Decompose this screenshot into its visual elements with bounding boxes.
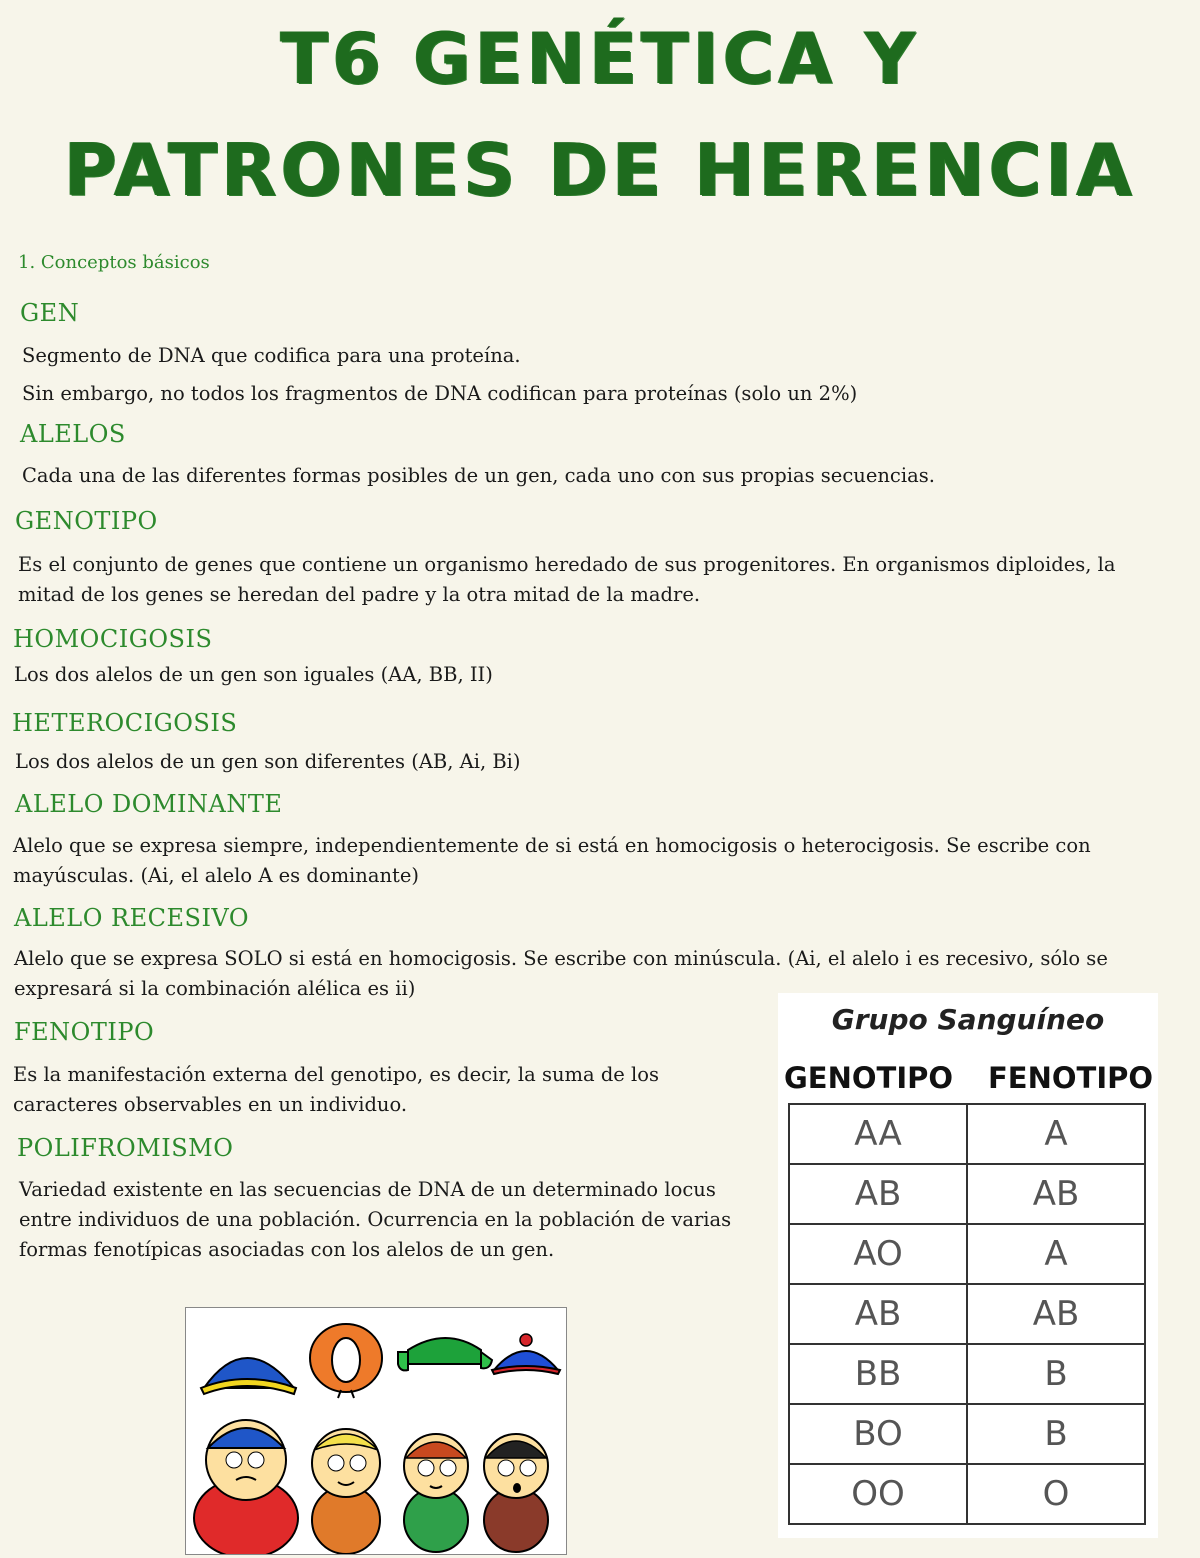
phenotype-cell: A — [967, 1224, 1145, 1284]
phenotype-cell: B — [967, 1344, 1145, 1404]
cartman-character-icon — [194, 1420, 298, 1554]
blood-group-grid — [788, 1103, 1146, 1525]
concept-text-alelos: Cada una de las diferentes formas posibles de un gen, cada uno con sus propias secuencias. — [22, 464, 935, 487]
phenotype-cell: A — [967, 1104, 1145, 1164]
phenotype-cell: O — [967, 1464, 1145, 1524]
concept-text-alelo-dominante: Alelo que se expresa siempre, independientemente de si está en homocigosis o heterocigosis. Se escribe con mayúsculas. (Ai, el alelo A es dominante) — [13, 834, 1091, 887]
concept-heading-alelos: ALELOS — [20, 420, 126, 448]
concept-heading-genotipo: GENOTIPO — [15, 507, 158, 535]
genotype-cell: AB — [789, 1164, 967, 1224]
concept-heading-polimorfismo: POLIFROMISMO — [17, 1134, 234, 1162]
blue-yellow-hat-icon — [201, 1358, 296, 1394]
concept-heading-fenotipo: FENOTIPO — [14, 1018, 155, 1046]
concept-heading-heterocigosis: HETEROCIGOSIS — [12, 709, 238, 737]
blue-red-hat-icon — [492, 1334, 560, 1374]
section-heading: 1. Conceptos básicos — [18, 252, 210, 273]
genotype-column-header: GENOTIPO — [784, 1061, 954, 1095]
table-row — [789, 1164, 1145, 1224]
table-row — [789, 1344, 1145, 1404]
genotype-cell: AO — [789, 1224, 967, 1284]
stan-character-icon — [484, 1434, 548, 1552]
blood-table-title: Grupo Sanguíneo — [831, 1003, 1105, 1036]
kyle-character-icon — [404, 1434, 468, 1552]
concept-text-homocigosis: Los dos alelos de un gen son iguales (AA, BB, II) — [14, 663, 493, 686]
table-row — [789, 1404, 1145, 1464]
butters-character-icon — [312, 1429, 380, 1554]
table-row — [789, 1104, 1145, 1164]
concept-heading-alelo-recesivo: ALELO RECESIVO — [14, 904, 250, 932]
concept-text-alelo-recesivo: Alelo que se expresa SOLO si está en homocigosis. Se escribe con minúscula. (Ai, el alelo i es recesivo, sólo se expresará si la combinación alélica es ii) — [14, 947, 1108, 1000]
table-row — [789, 1464, 1145, 1524]
concept-text-gen: Segmento de DNA que codifica para una proteína. Sin embargo, no todos los fragmentos de DNA codifican para proteínas (solo un 2%) — [22, 344, 858, 405]
phenotype-column-header: FENOTIPO — [988, 1061, 1154, 1095]
cartoon-hats-figure — [186, 1308, 566, 1554]
orange-hood-icon — [310, 1324, 382, 1398]
concept-heading-gen: GEN — [20, 299, 80, 327]
polymorphism-illustration — [185, 1307, 567, 1555]
concept-text-polimorfismo: Variedad existente en las secuencias de DNA de un determinado locus entre individuos de una población. Ocurrencia en la población de varias formas fenotípicas asociadas con los alelos de un gen. — [19, 1178, 732, 1261]
phenotype-cell: B — [967, 1404, 1145, 1464]
concept-text-genotipo: Es el conjunto de genes que contiene un organismo heredado de sus progenitores. En organismos diploides, la mitad de los genes se heredan del padre y la otra mitad de la madre. — [18, 553, 1116, 606]
concept-heading-alelo-dominante: ALELO DOMINANTE — [15, 790, 283, 818]
phenotype-cell: AB — [967, 1284, 1145, 1344]
green-hat-icon — [398, 1338, 492, 1370]
page-title-line2: PATRONES DE HERENCIA — [63, 128, 1137, 212]
blood-group-table — [778, 993, 1158, 1538]
concept-text-heterocigosis: Los dos alelos de un gen son diferentes (AB, Ai, Bi) — [15, 750, 521, 773]
concept-text-fenotipo: Es la manifestación externa del genotipo, es decir, la suma de los caracteres observables en un individuo. — [13, 1063, 660, 1116]
genotype-cell: BB — [789, 1344, 967, 1404]
table-row — [789, 1284, 1145, 1344]
concept-heading-homocigosis: HOMOCIGOSIS — [13, 625, 213, 653]
table-row — [789, 1224, 1145, 1284]
genotype-cell: OO — [789, 1464, 967, 1524]
genotype-cell: AB — [789, 1284, 967, 1344]
genotype-cell: BO — [789, 1404, 967, 1464]
phenotype-cell: AB — [967, 1164, 1145, 1224]
genotype-cell: AA — [789, 1104, 967, 1164]
page-title-line1: T6 GENÉTICA Y — [280, 18, 920, 100]
